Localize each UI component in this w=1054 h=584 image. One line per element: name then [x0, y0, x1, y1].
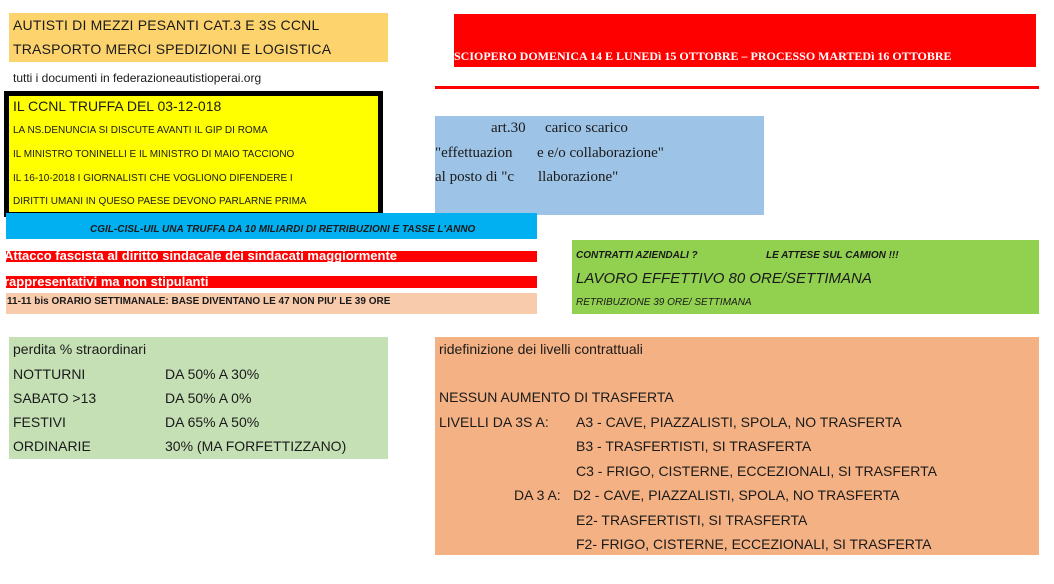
red-divider [435, 86, 1039, 89]
livelli-da3s-label: LIVELLI DA 3S A: [439, 414, 549, 430]
truffa-title: IL CCNL TRUFFA DEL 03-12-018 [13, 98, 222, 114]
no-aumento-trasferta: NESSUN AUMENTO DI TRASFERTA [439, 389, 674, 405]
art30-line3a: al posto di "c [435, 169, 515, 185]
contratti-label: CONTRATTI AZIENDALI ? [576, 250, 698, 261]
livello-item: F2- FRIGO, CISTERNE, ECCEZIONALI, SI TRASFERTA [576, 536, 932, 552]
livelli-da3-label: DA 3 A: [514, 487, 561, 503]
lavoro-effettivo: LAVORO EFFETTIVO 80 ORE/SETTIMANA [576, 270, 872, 287]
cgil-text: CGIL-CISL-UIL UNA TRUFFA DA 10 MILIARDI DI RETRIBUZIONI E TASSE L'ANNO [90, 224, 476, 235]
cgil-bar [6, 213, 537, 239]
perdita-title: perdita % straordinari [13, 341, 147, 357]
perdita-row-label: ORDINARIE [13, 438, 91, 454]
perdita-row-label: FESTIVI [13, 414, 66, 430]
perdita-box [9, 337, 388, 459]
art30-label: art.30 [491, 120, 526, 136]
perdita-row-label: NOTTURNI [13, 366, 86, 382]
header-box [9, 13, 388, 62]
retribuzione: RETRIBUZIONE 39 ORE/ SETTIMANA [576, 297, 752, 308]
orario-text: 11-11 bis ORARIO SETTIMANALE: BASE DIVENTANO LE 47 NON PIU' LE 39 ORE [7, 296, 391, 307]
truffa-line: LA NS.DENUNCIA SI DISCUTE AVANTI IL GIP DI ROMA [13, 125, 268, 136]
truffa-line: IL 16-10-2018 I GIORNALISTI CHE VOGLIONO DIFENDERE I [13, 173, 293, 184]
perdita-row-value: DA 65% A 50% [165, 414, 260, 430]
strike-banner [454, 14, 1036, 67]
header-line-1: AUTISTI DI MEZZI PESANTI CAT.3 E 3S CCNL [13, 17, 320, 33]
livelli-box [435, 337, 1039, 555]
strike-text: SCIOPERO DOMENICA 14 E LUNEDì 15 OTTOBRE – PROCESSO MARTEDì 16 OTTOBRE [454, 49, 952, 63]
attese-label: LE ATTESE SUL CAMION !!! [766, 250, 899, 261]
livello-item: A3 - CAVE, PIAZZALISTI, SPOLA, NO TRASFERTA [576, 414, 902, 430]
truffa-line: DIRITTI UMANI IN QUESO PAESE DEVONO PARLARNE PRIMA [13, 196, 307, 207]
livello-item: B3 - TRASFERTISTI, SI TRASFERTA [576, 438, 812, 454]
orario-bar [6, 293, 537, 314]
livello-item: E2- TRASFERTISTI, SI TRASFERTA [576, 512, 808, 528]
art30-line3b: llaborazione" [538, 169, 619, 185]
livello-item: D2 - CAVE, PIAZZALISTI, SPOLA, NO TRASFERTA [573, 487, 900, 503]
art30-topic: carico scarico [545, 120, 628, 136]
perdita-row-value: DA 50% A 30% [165, 366, 260, 382]
docs-note: tutti i documenti in federazioneautistioperai.org [13, 71, 262, 85]
header-line-2: TRASPORTO MERCI SPEDIZIONI E LOGISTICA [13, 41, 332, 57]
truffa-line: IL MINISTRO TONINELLI E IL MINISTRO DI MAIO TACCIONO [13, 149, 295, 160]
contratti-box [572, 240, 1039, 314]
truffa-box [4, 91, 383, 217]
art30-box [435, 116, 764, 215]
art30-line2a: "effettuazion [435, 145, 513, 161]
attacco-line-2: rappresentativi ma non stipulanti [4, 274, 209, 289]
attacco-line-1: Attacco fascista al diritto sindacale dei sindacati maggiormente [4, 248, 398, 263]
perdita-row-value: DA 50% A 0% [165, 390, 252, 406]
livello-item: C3 - FRIGO, CISTERNE, ECCEZIONALI, SI TRASFERTA [576, 463, 937, 479]
perdita-row-value: 30% (MA FORFETTIZZANO) [165, 438, 347, 454]
perdita-row-label: SABATO >13 [13, 390, 97, 406]
art30-line2b: e e/o collaborazione" [537, 145, 664, 161]
livelli-title: ridefinizione dei livelli contrattuali [439, 341, 643, 357]
